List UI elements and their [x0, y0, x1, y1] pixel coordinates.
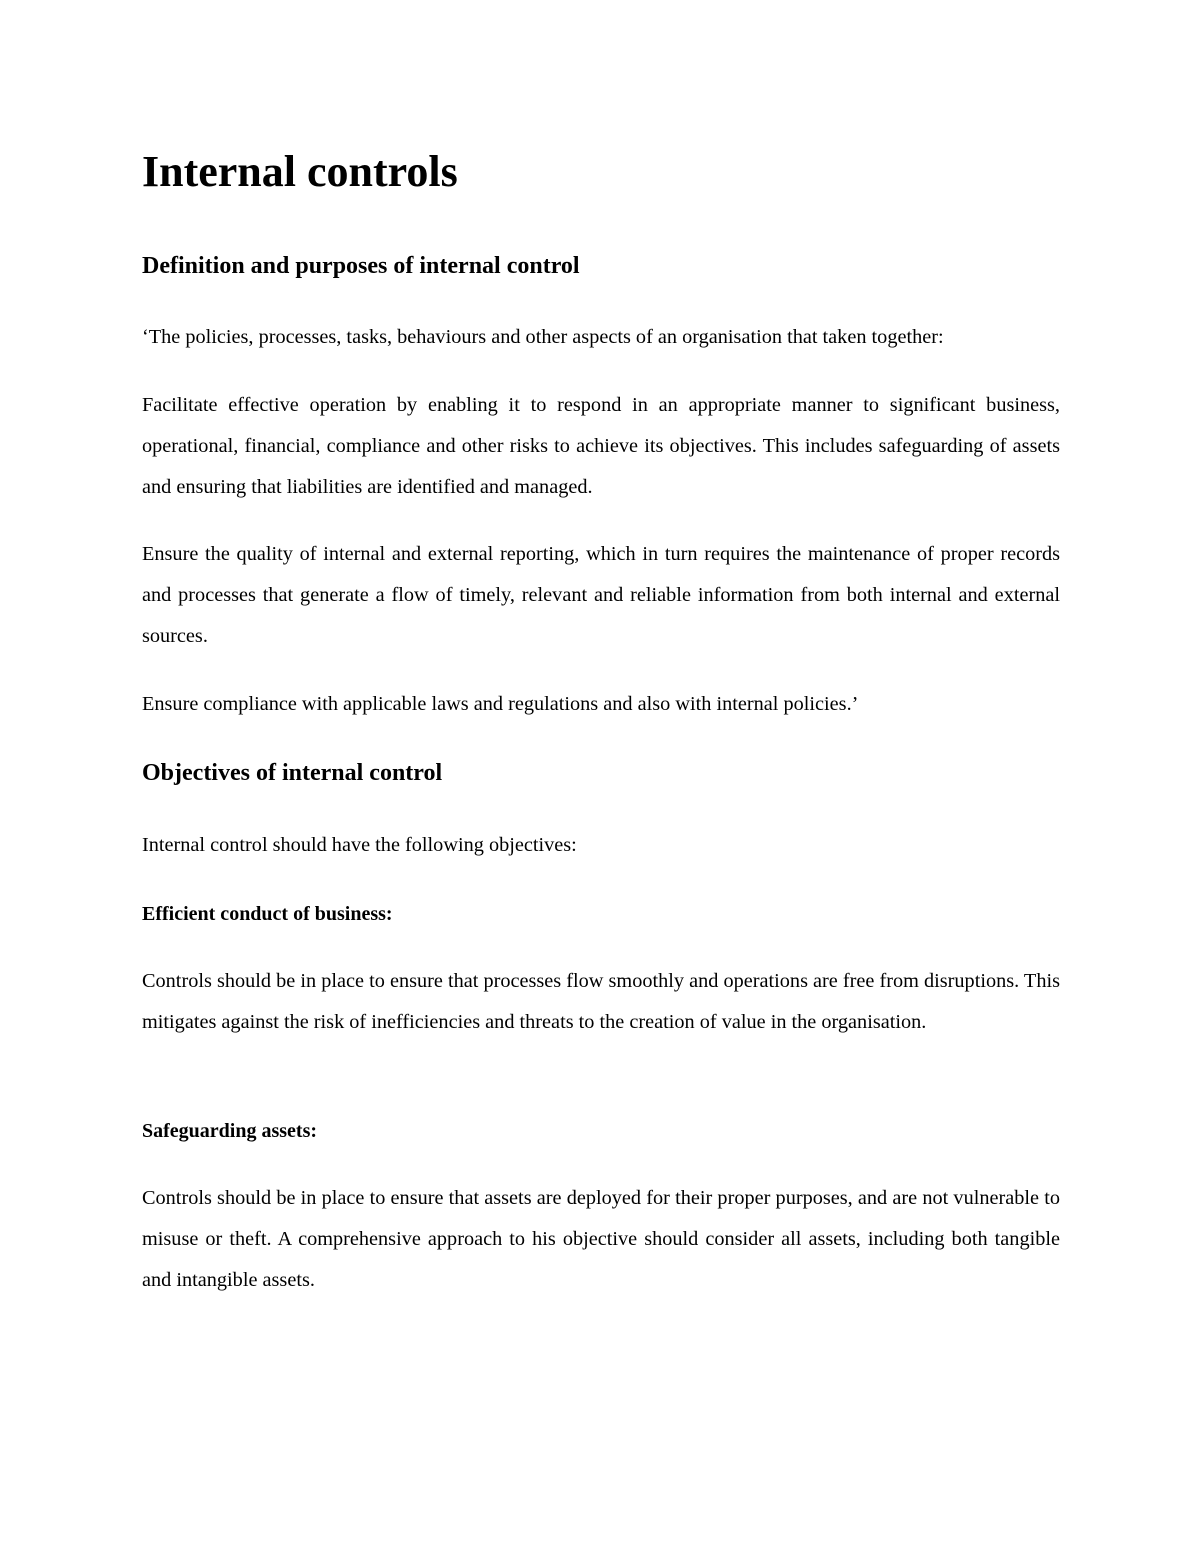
section-heading-objectives: Objectives of internal control: [142, 760, 443, 786]
safeguarding-assets-text: Controls should be in place to ensure that assets are deployed for their proper purposes, and are not vulnerable to misuse or theft. A comprehensive approach to his objective should consider all assets, including both tangible and intangible assets.: [142, 1187, 1060, 1291]
section-heading-definition: Definition and purposes of internal control: [142, 253, 580, 279]
definition-paragraph-1: Facilitate effective operation by enabling it to respond in an appropriate manner to significant business, operational, financial, compliance and other risks to achieve its objectives. This includes safeguarding of assets and ensuring that liabilities are identified and managed.: [142, 394, 1060, 498]
efficient-conduct-text: Controls should be in place to ensure that processes flow smoothly and operations are free from disruptions. This mitigates against the risk of inefficiencies and threats to the creation of value in the organisation.: [142, 970, 1060, 1033]
definition-intro: ‘The policies, processes, tasks, behaviours and other aspects of an organisation that taken together:: [142, 326, 944, 348]
objectives-intro: Internal control should have the following objectives:: [142, 834, 577, 856]
definition-paragraph-2: Ensure the quality of internal and external reporting, which in turn requires the maintenance of proper records and processes that generate a flow of timely, relevant and reliable information from both internal and external sources.: [142, 543, 1060, 647]
document-title: Internal controls: [142, 147, 458, 196]
definition-paragraph-3: Ensure compliance with applicable laws and regulations and also with internal policies.’: [142, 693, 859, 715]
subheading-efficient-conduct: Efficient conduct of business:: [142, 903, 393, 925]
subheading-safeguarding-assets: Safeguarding assets:: [142, 1120, 318, 1142]
